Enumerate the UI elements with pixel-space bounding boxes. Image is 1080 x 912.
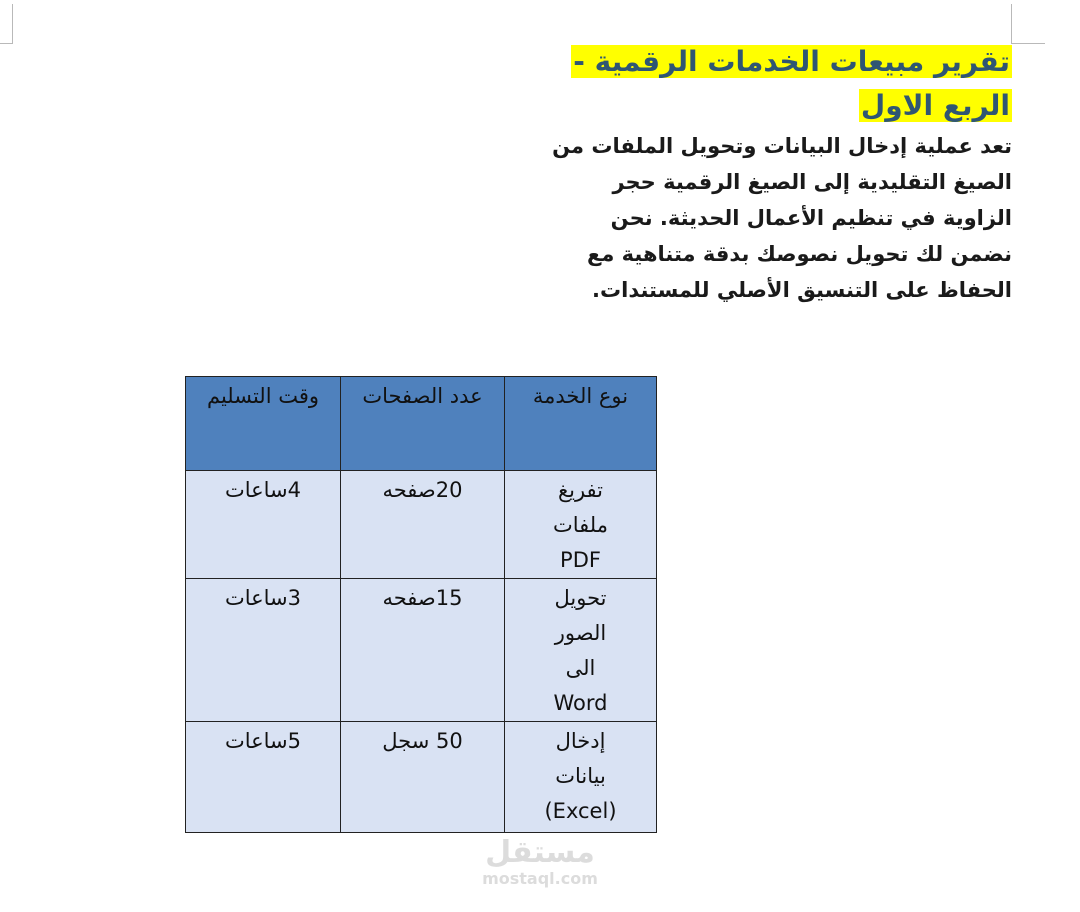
page-corner-mark-right-horizontal	[1011, 43, 1045, 44]
cell-delivery-time: 3ساعات	[186, 579, 341, 722]
cell-service-type: تحويل الصور الى Word	[505, 579, 657, 722]
cell-delivery-time: 5ساعات	[186, 722, 341, 833]
cell-delivery-time: 4ساعات	[186, 471, 341, 579]
cell-service-type: إدخال بيانات (Excel)	[505, 722, 657, 833]
cell-page-count: 15صفحه	[341, 579, 505, 722]
page-corner-mark-left-vertical	[12, 4, 13, 44]
intro-paragraph: تعد عملية إدخال البيانات وتحويل الملفات من الصيغ التقليدية إلى الصيغ الرقمية حجر الزاوية في تنظيم الأعمال الحديثة. نحن نضمن لك تحويل نصوصك بدقة متناهية مع الحفاظ على التنسيق الأصلي للمستندات.	[552, 134, 1012, 302]
services-table	[185, 376, 657, 833]
cell-page-count: 20صفحه	[341, 471, 505, 579]
table-row	[186, 471, 657, 579]
header-page-count: عدد الصفحات	[341, 377, 505, 471]
cell-service-type: تفريغ ملفات PDF	[505, 471, 657, 579]
watermark-latin: mostaql.com	[482, 869, 598, 888]
watermark-arabic: مستقل	[485, 835, 595, 870]
table-row	[186, 722, 657, 833]
document-title-line-1	[571, 42, 1012, 82]
title-highlight-2: الربع الاول	[860, 89, 1010, 122]
header-delivery-time: وقت التسليم	[186, 377, 341, 471]
table-row	[186, 579, 657, 722]
document-title-line-2	[859, 86, 1012, 126]
mostaql-watermark	[440, 836, 640, 888]
page-corner-mark-left-horizontal	[0, 43, 13, 44]
header-service-type: نوع الخدمة	[505, 377, 657, 471]
cell-page-count: 50 سجل	[341, 722, 505, 833]
table-header-row	[186, 377, 657, 471]
page-corner-mark-right-vertical	[1011, 4, 1012, 44]
title-highlight-1: تقرير مبيعات الخدمات الرقمية -	[573, 45, 1010, 78]
